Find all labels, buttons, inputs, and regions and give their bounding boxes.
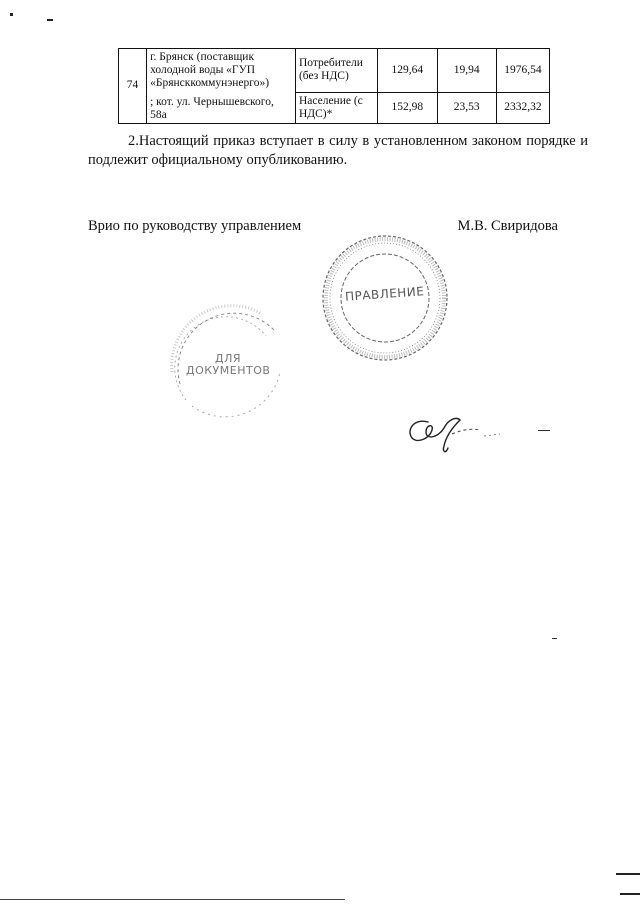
supplier-cell: г. Брянск (поставщик холодной воды «ГУП «Брянсккоммунэнерго») [147,49,296,93]
value-cell: 129,64 [378,49,437,93]
order-paragraph: 2.Настоящий приказ вступает в силу в установленном законом порядке и подлежит официальному опубликованию. [88,133,588,168]
value-cell: 152,98 [378,92,437,123]
consumer-cell: Население (с НДС)* [295,92,377,123]
stamp-upper-text: ПРАВЛЕНИЕ [344,284,425,304]
tariff-table [118,48,550,124]
table-row [119,92,550,123]
scan-mark [620,893,640,895]
value-cell: 19,94 [437,49,496,93]
bottom-scan-line [0,899,345,900]
signer-position: Врио по руководству управлением [88,218,302,234]
handwritten-signature [400,408,510,458]
scan-mark [538,430,550,431]
table-row [119,49,550,93]
value-cell: 2332,32 [496,92,549,123]
supplier-cell: ; кот. ул. Чернышевского, 58а [147,92,296,123]
consumer-cell: Потребители (без НДС) [295,49,377,93]
row-number-cell: 74 [119,49,147,124]
signer-name: М.В. Свиридова [457,218,558,234]
stamp-lower-text-line2: ДОКУМЕНТОВ [186,364,271,377]
value-cell: 1976,54 [496,49,549,93]
stamp-lower-text-line1: ДЛЯ [215,352,242,365]
value-cell: 23,53 [437,92,496,123]
scan-speck [10,13,13,16]
scan-speck [47,19,53,21]
scan-mark [616,873,640,875]
scan-mark [552,638,557,639]
